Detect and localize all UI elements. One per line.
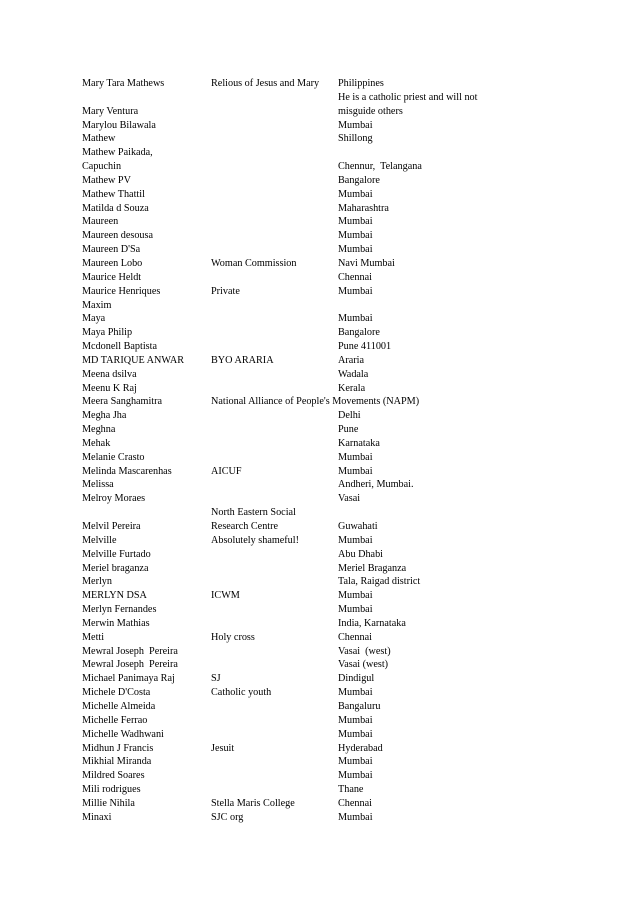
signatory-location: Chennur, Telangana: [338, 161, 422, 173]
table-row: [82, 312, 562, 326]
signatory-location: Dindigul: [338, 673, 375, 685]
signatory-location: Pune: [338, 424, 359, 436]
table-row: [82, 478, 562, 492]
signatory-name: Melissa: [82, 479, 114, 491]
table-row: [82, 714, 562, 728]
signatory-location: Abu Dhabi: [338, 548, 383, 560]
signatory-name: Metti: [82, 631, 105, 643]
signatory-name: Merlyn Fernandes: [82, 604, 157, 616]
signatory-location: Bangalore: [338, 174, 380, 186]
signatory-name: Michelle Almeida: [82, 700, 156, 712]
signatory-name: MD TARIQUE ANWAR: [82, 354, 185, 366]
signatory-location: Chennai: [338, 631, 372, 643]
signatory-location: Vasai (west): [338, 659, 389, 671]
signatory-location: Mumbai: [338, 244, 373, 256]
table-row: [82, 91, 562, 119]
signatory-location: Andheri, Mumbai.: [338, 479, 414, 491]
table-row: [82, 700, 562, 714]
table-row: [82, 755, 562, 769]
table-row: [82, 603, 562, 617]
table-row: [82, 686, 562, 700]
signatory-location: Mumbai: [338, 465, 373, 477]
signatory-name: Mcdonell Baptista: [82, 341, 157, 353]
signatory-name: Maureen desousa: [82, 230, 154, 242]
signatory-org: Catholic youth: [211, 687, 272, 699]
table-row: [82, 243, 562, 257]
signatory-org: Stella Maris College: [211, 797, 295, 809]
signatory-location: Mumbai: [338, 714, 373, 726]
signatory-org: ICWM: [211, 590, 240, 602]
signatory-name: Mathew: [82, 133, 116, 145]
signatory-name: Minaxi: [82, 811, 112, 823]
signatory-name: Millie Nihila: [82, 797, 135, 809]
table-row: [82, 409, 562, 423]
signatory-org: Research Centre: [211, 521, 279, 532]
table-row: [82, 285, 562, 299]
table-row: [82, 589, 562, 603]
table-row: [82, 77, 562, 91]
signatory-org: Holy cross: [211, 631, 255, 643]
signatory-name: Melanie Crasto: [82, 451, 145, 463]
signatory-name: Melville: [82, 534, 117, 546]
signatory-location: Mumbai: [338, 119, 373, 131]
table-row: [82, 575, 562, 589]
signatory-name: Melvil Pereira: [82, 521, 141, 532]
table-row: [82, 229, 562, 243]
signatory-name-line1: Mathew Paikada,: [82, 147, 153, 159]
signatory-name: Maurice Henriques: [82, 285, 161, 297]
table-row: [82, 783, 562, 797]
table-row: [82, 645, 562, 659]
table-row: [82, 119, 562, 133]
signatory-location: Mumbai: [338, 770, 373, 782]
signatory-location: Philippines: [338, 78, 384, 89]
signatory-org: Relious of Jesus and Mary: [211, 78, 320, 89]
signatory-location: Delhi: [338, 410, 361, 422]
table-row: [82, 437, 562, 451]
signatory-location: India, Karnataka: [338, 617, 406, 629]
table-row: [82, 797, 562, 811]
signatory-name: Maya Philip: [82, 327, 133, 339]
signatory-location: Araria: [338, 354, 365, 366]
signatory-name: Midhun J Francis: [82, 742, 154, 754]
signatory-location: Mumbai: [338, 285, 373, 297]
signatory-location: Bangaluru: [338, 700, 381, 712]
table-row: [82, 382, 562, 396]
signatory-name: Melinda Mascarenhas: [82, 465, 172, 477]
signatory-org: SJ: [211, 673, 221, 685]
signatory-name: Michelle Ferrao: [82, 714, 148, 726]
table-row: [82, 146, 562, 174]
signatory-location: Mumbai: [338, 230, 373, 242]
signatory-name: Michael Panimaya Raj: [82, 673, 175, 685]
signatory-location: Mumbai: [338, 756, 373, 768]
signatory-name: Mewral Joseph Pereira: [82, 659, 178, 671]
signatory-name: Merwin Mathias: [82, 617, 150, 629]
table-row: [82, 658, 562, 672]
signatory-org: Woman Commission: [211, 257, 297, 269]
table-row: [82, 271, 562, 285]
signatory-name: Maureen D'Sa: [82, 244, 141, 256]
signatory-location: Mumbai: [338, 188, 373, 200]
signatory-name: Meena dsilva: [82, 368, 137, 380]
signatory-location: Kerala: [338, 382, 366, 394]
signatory-location: Mumbai: [338, 728, 373, 740]
table-row: [82, 506, 562, 534]
table-row: [82, 631, 562, 645]
signatory-name: Maurice Heldt: [82, 271, 142, 283]
signatory-name: Mathew Thattil: [82, 188, 145, 200]
signatory-name: Merlyn: [82, 576, 112, 588]
signatory-location: Mumbai: [338, 313, 373, 325]
signatory-name: MERLYN DSA: [82, 590, 147, 602]
signatory-name: Maxim: [82, 299, 112, 311]
signatory-name: Meghna: [82, 424, 116, 436]
signatory-location: Maharashtra: [338, 202, 389, 214]
signatory-org: AICUF: [211, 465, 242, 477]
signatory-location: Mumbai: [338, 216, 373, 228]
signatory-location: misguide others: [338, 105, 403, 117]
signatory-location: Chennai: [338, 271, 372, 283]
table-row: [82, 465, 562, 479]
table-row: [82, 326, 562, 340]
signatory-name: Mili rodrigues: [82, 784, 141, 796]
table-row: [82, 423, 562, 437]
signatory-location: Shillong: [338, 133, 373, 145]
signatory-location: Mumbai: [338, 604, 373, 616]
signatory-name: Mewral Joseph Pereira: [82, 645, 178, 657]
signatory-name: Melroy Moraes: [82, 493, 146, 505]
signatory-name: Maureen: [82, 216, 119, 228]
signatory-location-line1: He is a catholic priest and will not: [338, 91, 478, 103]
signatory-name: Melville Furtado: [82, 548, 151, 560]
signatory-org: BYO ARARIA: [211, 354, 274, 366]
signatory-location: Karnataka: [338, 437, 380, 449]
table-row: [82, 395, 562, 409]
signatory-location: Pune 411001: [338, 341, 392, 353]
signatory-org: Private: [211, 285, 240, 297]
signatory-name: Michele D'Costa: [82, 687, 151, 699]
signatory-name: Mathew PV: [82, 174, 131, 186]
table-row: [82, 742, 562, 756]
signatory-location: Chennai: [338, 797, 372, 809]
signatory-name: Michelle Wadhwani: [82, 728, 164, 740]
signatory-name: Maureen Lobo: [82, 257, 143, 269]
signatory-name: Meriel braganza: [82, 562, 149, 574]
table-row: [82, 811, 562, 825]
signatory-location: Mumbai: [338, 590, 373, 602]
signatory-name: Marylou Bilawala: [82, 119, 156, 131]
table-row: [82, 534, 562, 548]
signatory-name: Mary Ventura: [82, 105, 139, 117]
signatory-org-line1: North Eastern Social: [211, 507, 296, 519]
table-row: [82, 617, 562, 631]
table-row: [82, 132, 562, 146]
table-row: [82, 492, 562, 506]
signatory-location: Hyderabad: [338, 742, 383, 754]
signatory-location: Mumbai: [338, 534, 373, 546]
signatory-name: Mikhial Miranda: [82, 756, 152, 768]
table-row: [82, 562, 562, 576]
signatory-name: Maya: [82, 313, 106, 325]
signatory-location: Navi Mumbai: [338, 257, 395, 269]
table-row: [82, 728, 562, 742]
signatory-name: Megha Jha: [82, 410, 127, 422]
table-row: [82, 188, 562, 202]
table-row: [82, 368, 562, 382]
signatory-location: Vasai: [338, 493, 361, 505]
table-row: [82, 672, 562, 686]
signatory-location: Mumbai: [338, 451, 373, 463]
signatory-name: Mildred Soares: [82, 770, 145, 782]
table-row: [82, 299, 562, 313]
signatory-name: Mehak: [82, 437, 111, 449]
signatory-location: Vasai (west): [338, 645, 391, 657]
table-row: [82, 354, 562, 368]
signatory-org: SJC org: [211, 811, 244, 823]
signatory-name: Capuchin: [82, 161, 122, 173]
table-row: [82, 202, 562, 216]
signatory-org: Jesuit: [211, 742, 235, 754]
signatory-location: Tala, Raigad district: [338, 576, 421, 588]
signatory-location: Bangalore: [338, 327, 380, 339]
signatory-org: National Alliance of People's Movements (NAPM): [211, 396, 420, 408]
signatory-location: Mumbai: [338, 687, 373, 699]
signatory-table: [82, 77, 562, 825]
table-row: [82, 257, 562, 271]
table-row: [82, 215, 562, 229]
signatory-name: Meera Sanghamitra: [82, 396, 163, 408]
signatory-location: Meriel Braganza: [338, 562, 407, 574]
table-row: [82, 548, 562, 562]
signatory-org: Absolutely shameful!: [211, 534, 299, 546]
signatory-location: Thane: [338, 784, 364, 796]
table-row: [82, 769, 562, 783]
signatory-location: Guwahati: [338, 521, 378, 532]
signatory-name: Meenu K Raj: [82, 382, 137, 394]
table-row: [82, 174, 562, 188]
table-row: [82, 451, 562, 465]
signatory-location: Mumbai: [338, 811, 373, 823]
signatory-name: Mary Tara Mathews: [82, 78, 165, 89]
signatory-name: Matilda d Souza: [82, 202, 149, 214]
table-row: [82, 340, 562, 354]
signatory-location: Wadala: [338, 368, 369, 380]
